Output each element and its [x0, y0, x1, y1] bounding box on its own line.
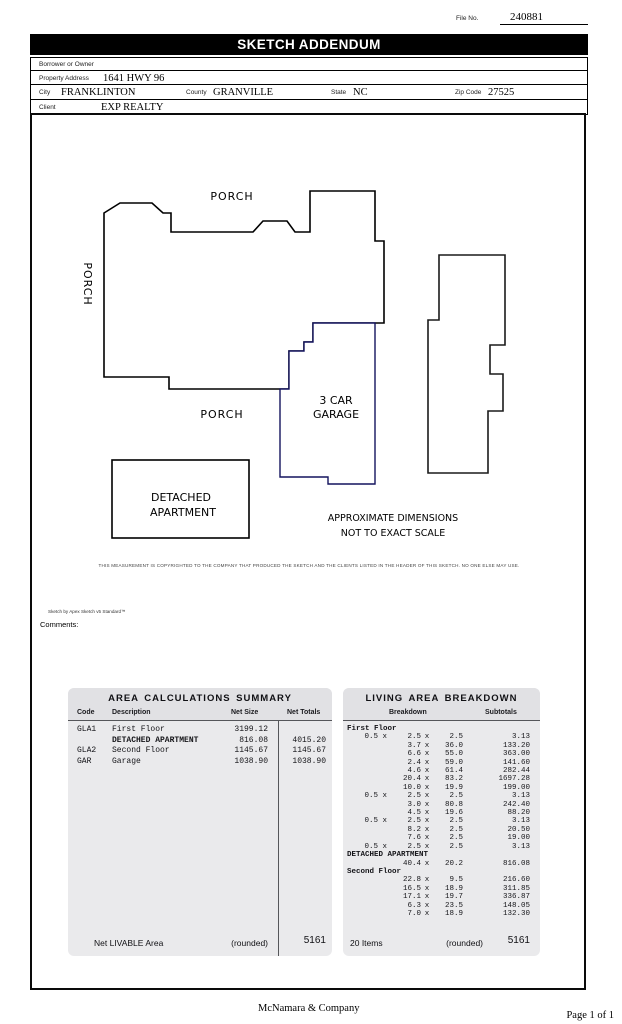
dimensions-note-line1: APPROXIMATE DIMENSIONS	[327, 513, 459, 524]
breakdown-rounded: (rounded)	[446, 938, 483, 948]
detached-label-line2: APARTMENT	[150, 506, 216, 519]
breakdown-lines	[343, 725, 540, 918]
client-value: EXP REALTY	[101, 102, 164, 113]
cell-c2: 7.6	[407, 834, 421, 843]
dimensions-note-line2: NOT TO EXACT SCALE	[340, 528, 446, 539]
cell-cx: x	[424, 733, 430, 742]
cell-cx: x	[424, 842, 430, 851]
city-county-state-zip-row	[31, 85, 587, 100]
cell-size: 816.08	[239, 735, 268, 745]
cell-cx: x	[424, 783, 430, 792]
col-code: Code	[77, 709, 95, 716]
cell-code: GLA1	[77, 725, 97, 734]
area-summary-rows	[68, 725, 332, 767]
cell-cx: x	[424, 893, 430, 902]
area-summary-row	[68, 746, 332, 757]
cell-c2: 3.7	[407, 741, 421, 750]
copyright-notice: THIS MEASUREMENT IS COPYRIGHTED TO THE COMPANY THAT PRODUCED THE SKETCH AND THE CLIENTS LISTED IN THE HEADER OF THIS SKETCH. NO ONE ELSE MAY USE.	[98, 563, 520, 568]
cell-c2: 8.2	[407, 825, 421, 834]
client-row	[31, 100, 587, 114]
cell-c2: 4.5	[407, 809, 421, 818]
cell-c3: 2.5	[449, 817, 463, 826]
cell-cx: x	[424, 800, 430, 809]
garage-label-line1: 3 CAR	[319, 394, 353, 407]
breakdown-row	[343, 809, 540, 817]
breakdown-row	[343, 860, 540, 868]
cell-c3: 2.5	[449, 834, 463, 843]
comments-label: Comments:	[40, 620, 79, 629]
borrower-row	[31, 58, 587, 71]
cell-c3: 2.5	[449, 842, 463, 851]
cell-c2: 2.5	[407, 842, 421, 851]
cell-c2: 2.4	[407, 758, 421, 767]
cell-cx: x	[424, 741, 430, 750]
cell-c4: 3.13	[511, 733, 530, 742]
cell-cx: x	[424, 884, 430, 893]
file-no-label: File No.	[456, 15, 479, 22]
col-description: Description	[112, 709, 151, 716]
cell-c1	[343, 742, 387, 750]
cell-c2: 22.8	[402, 876, 421, 885]
cell-c4: 3.13	[511, 842, 530, 851]
borrower-label: Borrower or Owner	[39, 61, 94, 68]
cell-c3: 80.8	[444, 800, 463, 809]
cell-c2: 6.6	[407, 750, 421, 759]
cell-c1	[343, 910, 387, 918]
cell-c2: 10.0	[402, 783, 421, 792]
cell-c2: 4.6	[407, 767, 421, 776]
breakdown-row	[343, 834, 540, 842]
breakdown-row	[343, 885, 540, 893]
cell-c3: 2.5	[449, 733, 463, 742]
porch-left-label: PORCH	[81, 262, 94, 306]
area-summary-title: AREA CALCULATIONS SUMMARY	[108, 693, 292, 704]
cell-c1: 0.5 x	[364, 817, 387, 826]
cell-c1	[343, 860, 387, 868]
cell-c2: 40.4	[402, 859, 421, 868]
sketch-tool-credit: Sketch by Apex Sketch v5 Standard™	[48, 609, 126, 614]
breakdown-total: 5161	[507, 935, 530, 946]
cell-size: 3199.12	[234, 725, 268, 734]
city-value: FRANKLINTON	[61, 87, 136, 98]
breakdown-footer	[343, 935, 540, 951]
cell-c1	[343, 775, 387, 783]
cell-cx: x	[424, 876, 430, 885]
cell-c1: 0.5 x	[364, 842, 387, 851]
area-summary-row	[68, 736, 332, 747]
cell-c1	[343, 750, 387, 758]
breakdown-section-label: First Floor	[347, 725, 397, 733]
cell-c4: 133.20	[502, 741, 530, 750]
cell-c2: 20.4	[402, 775, 421, 784]
net-livable-label: Net LIVABLE Area	[94, 938, 164, 948]
cell-c4: 3.13	[511, 792, 530, 801]
cell-c2: 2.5	[407, 792, 421, 801]
page-title: SKETCH ADDENDUM	[30, 34, 588, 55]
cell-c4: 20.50	[507, 825, 530, 834]
cell-c2: 6.3	[407, 901, 421, 910]
cell-c4: 88.20	[507, 809, 530, 818]
zip-label: Zip Code	[455, 89, 482, 96]
cell-cx: x	[424, 825, 430, 834]
breakdown-row	[343, 801, 540, 809]
breakdown-section-label: DETACHED APARTMENT	[347, 851, 429, 860]
cell-cx: x	[424, 792, 430, 801]
cell-c4: 282.44	[502, 767, 530, 776]
col-subtotals: Subtotals	[485, 709, 517, 716]
cell-cx: x	[424, 750, 430, 759]
company-name: McNamara & Company	[258, 1003, 360, 1014]
cell-c3: 9.5	[449, 876, 463, 885]
cell-c2: 2.5	[407, 733, 421, 742]
cell-total	[268, 725, 332, 736]
cell-c1	[343, 876, 387, 884]
page-number: Page 1 of 1	[566, 1010, 614, 1021]
county-label: County	[186, 89, 207, 96]
breakdown-row	[343, 733, 540, 741]
cell-c2: 3.0	[407, 800, 421, 809]
cell-c4: 3.13	[511, 817, 530, 826]
breakdown-column-headers	[343, 706, 540, 721]
cell-c3: 61.4	[444, 767, 463, 776]
breakdown-title: LIVING AREA BREAKDOWN	[365, 693, 518, 704]
cell-c3: 19.9	[444, 783, 463, 792]
garage-label-line2: GARAGE	[312, 408, 360, 421]
cell-c4: 141.60	[502, 758, 530, 767]
breakdown-row	[343, 843, 540, 851]
state-value: NC	[353, 87, 368, 98]
col-net-totals: Net Totals	[287, 709, 321, 716]
cell-code: GLA2	[77, 746, 97, 755]
cell-c3: 18.9	[444, 884, 463, 893]
city-label: City	[39, 89, 51, 96]
cell-c4: 816.08	[502, 859, 530, 868]
cell-c3: 18.9	[444, 909, 463, 918]
cell-code	[68, 736, 112, 747]
breakdown-row	[343, 910, 540, 918]
breakdown-header	[343, 688, 540, 721]
porch-bottom-label: PORCH	[200, 408, 244, 421]
cell-c3: 19.6	[444, 809, 463, 818]
porch-top-label: PORCH	[210, 190, 254, 203]
cell-c1	[343, 767, 387, 775]
cell-c3: 2.5	[449, 825, 463, 834]
right-building-outline	[428, 255, 505, 473]
cell-cx: x	[424, 901, 430, 910]
cell-c4: 242.40	[502, 800, 530, 809]
cell-c1	[343, 801, 387, 809]
net-livable-total: 5161	[303, 935, 326, 946]
cell-cx: x	[424, 758, 430, 767]
cell-c3: 83.2	[444, 775, 463, 784]
form-header	[30, 57, 588, 115]
area-summary-header	[68, 688, 332, 721]
cell-size: 1038.90	[234, 756, 268, 766]
breakdown-row	[343, 876, 540, 884]
living-area-breakdown-table	[343, 688, 540, 956]
cell-c1	[343, 893, 387, 901]
file-no-value: 240881	[500, 11, 588, 25]
items-count: 20 Items	[350, 938, 383, 948]
cell-cx: x	[424, 859, 430, 868]
cell-c1	[343, 784, 387, 792]
net-livable-rounded: (rounded)	[231, 938, 268, 948]
cell-c1	[343, 885, 387, 893]
cell-total: 4015.20	[292, 735, 326, 745]
cell-c4: 363.00	[502, 750, 530, 759]
cell-desc: Garage	[112, 756, 141, 766]
cell-size: 1145.67	[234, 746, 268, 755]
cell-c4: 1697.28	[498, 775, 530, 784]
cell-cx: x	[424, 775, 430, 784]
breakdown-row	[343, 784, 540, 792]
cell-cx: x	[424, 834, 430, 843]
area-summary-row	[68, 725, 332, 736]
cell-c1: 0.5 x	[364, 733, 387, 742]
property-address-row	[31, 71, 587, 85]
cell-c4: 311.85	[502, 884, 530, 893]
breakdown-row	[343, 742, 540, 750]
zip-value: 27525	[488, 87, 515, 98]
client-label: Client	[39, 104, 56, 111]
cell-c1	[343, 834, 387, 842]
col-net-size: Net Size	[231, 709, 259, 716]
cell-c4: 19.00	[507, 834, 530, 843]
area-summary-row	[68, 757, 332, 768]
cell-total: 1145.67	[292, 746, 326, 755]
cell-cx: x	[424, 817, 430, 826]
cell-c3: 59.0	[444, 758, 463, 767]
breakdown-row	[343, 750, 540, 758]
area-calculations-summary-table	[68, 688, 332, 956]
cell-c3: 2.5	[449, 792, 463, 801]
cell-c3: 19.7	[444, 893, 463, 902]
cell-c1	[343, 759, 387, 767]
breakdown-section-label: Second Floor	[347, 867, 402, 876]
cell-cx: x	[424, 809, 430, 818]
cell-c1: 0.5 x	[364, 792, 387, 801]
area-summary-footer	[68, 935, 332, 951]
cell-desc: Second Floor	[112, 746, 170, 755]
cell-c1	[343, 902, 387, 910]
cell-code: GAR	[77, 756, 92, 766]
cell-cx: x	[424, 767, 430, 776]
floor-plan-sketch	[30, 115, 588, 575]
breakdown-row	[343, 759, 540, 767]
cell-c3: 23.5	[444, 901, 463, 910]
breakdown-row	[343, 893, 540, 901]
county-value: GRANVILLE	[213, 87, 274, 98]
state-label: State	[331, 89, 347, 96]
breakdown-row	[343, 902, 540, 910]
cell-c3: 36.0	[444, 741, 463, 750]
cell-desc: First Floor	[112, 725, 165, 734]
cell-c4: 216.60	[502, 876, 530, 885]
cell-c3: 55.0	[444, 750, 463, 759]
cell-c1	[343, 826, 387, 834]
cell-c3: 20.2	[444, 859, 463, 868]
detached-label-line1: DETACHED	[151, 491, 211, 504]
cell-total: 1038.90	[292, 756, 326, 766]
area-summary-column-headers	[68, 706, 332, 721]
cell-c2: 7.0	[407, 909, 421, 918]
breakdown-row	[343, 792, 540, 800]
col-breakdown: Breakdown	[389, 709, 427, 716]
cell-cx: x	[424, 909, 430, 918]
cell-c2: 17.1	[402, 893, 421, 902]
breakdown-row	[343, 817, 540, 825]
cell-desc: DETACHED APARTMENT	[112, 735, 199, 745]
cell-c4: 148.05	[502, 901, 530, 910]
cell-c4: 132.30	[502, 909, 530, 918]
breakdown-row	[343, 767, 540, 775]
property-address-value: 1641 HWY 96	[103, 73, 165, 84]
cell-c2: 16.5	[402, 884, 421, 893]
property-address-label: Property Address	[39, 75, 89, 82]
breakdown-row	[343, 826, 540, 834]
breakdown-row	[343, 775, 540, 783]
cell-c4: 336.87	[502, 893, 530, 902]
cell-c4: 199.00	[502, 783, 530, 792]
cell-c1	[343, 809, 387, 817]
cell-c2: 2.5	[407, 817, 421, 826]
